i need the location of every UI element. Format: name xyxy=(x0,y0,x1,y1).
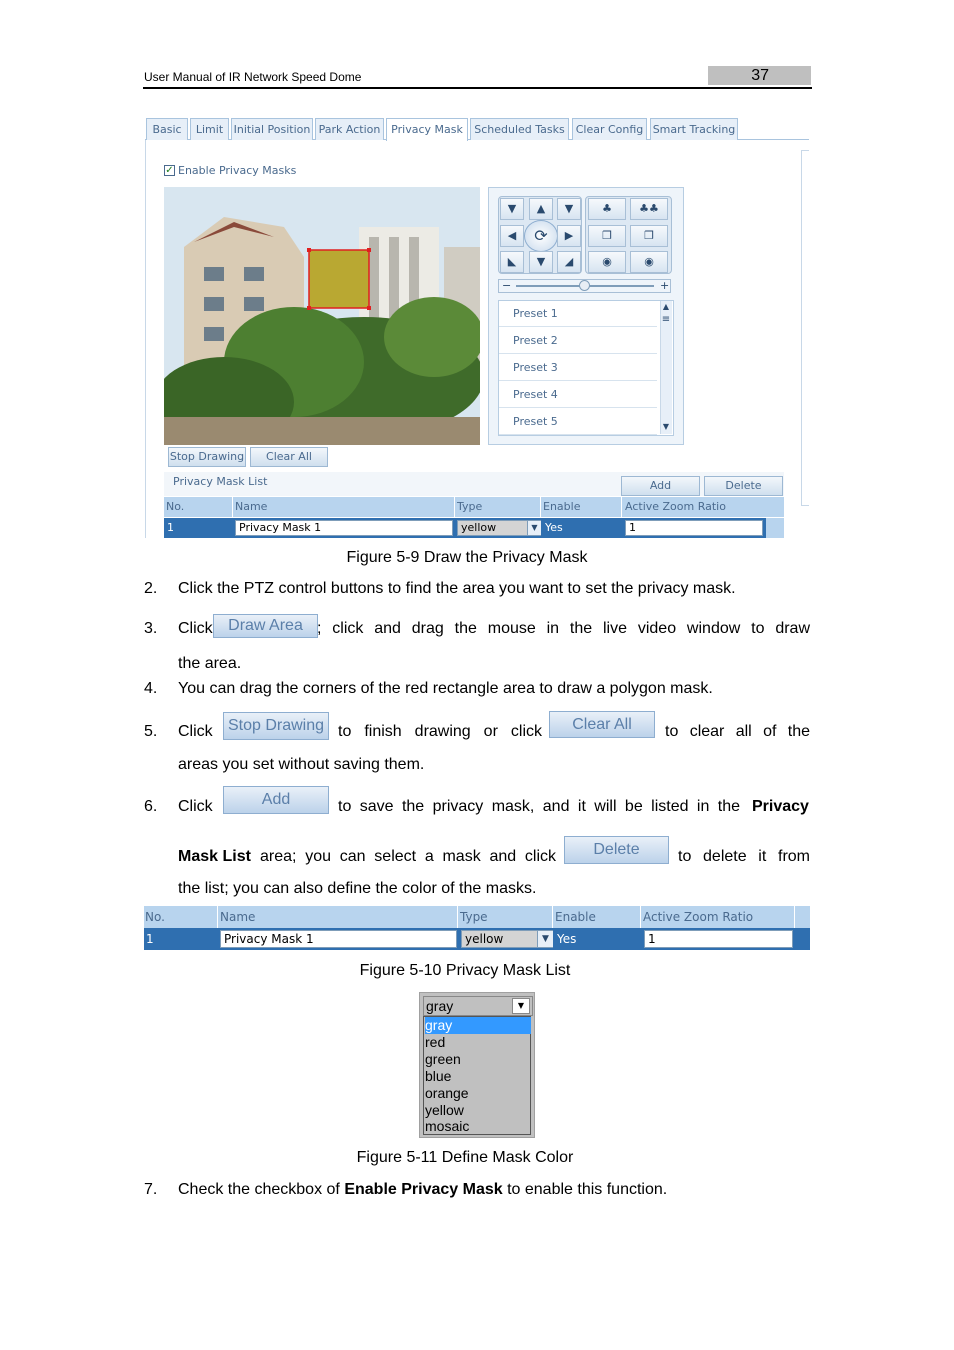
dropdown-selected-value: gray xyxy=(426,998,454,1014)
col-name: Name xyxy=(220,910,256,924)
stop-drawing-button-image: Stop Drawing xyxy=(223,712,329,740)
col-type: Type xyxy=(457,500,483,513)
enable-label: Enable Privacy Masks xyxy=(178,164,297,177)
row-scroll-edge xyxy=(795,928,810,950)
pan-down-left-button[interactable]: ◣ xyxy=(500,251,524,273)
dropdown-option-blue[interactable]: blue xyxy=(425,1068,452,1084)
header-rule xyxy=(143,87,812,89)
col-no: No. xyxy=(166,500,185,513)
col-active-zoom-ratio: Active Zoom Ratio xyxy=(625,500,726,513)
chevron-down-icon[interactable]: ▼ xyxy=(527,521,541,535)
scroll-thumb-icon[interactable]: ≡ xyxy=(661,314,671,325)
step-number: 7. xyxy=(144,1181,158,1198)
step-number: 6. xyxy=(144,798,158,815)
zoom-ratio-input[interactable]: 1 xyxy=(625,520,763,536)
row-scroll-edge xyxy=(766,518,784,538)
figure-5-9-caption: Figure 5-9 Draw the Privacy Mask xyxy=(346,549,588,566)
row-enable: Yes xyxy=(557,932,577,946)
pan-right-button[interactable]: ▶ xyxy=(557,225,581,247)
tilt-up-button[interactable]: ▲ xyxy=(529,198,553,220)
step-5-text-end: to clear all of the xyxy=(665,723,810,740)
step-3-text: ; click and drag the mouse in the live video window to draw xyxy=(317,620,810,637)
enable-checkbox[interactable]: ✓ xyxy=(165,165,174,176)
focus-far-icon[interactable]: ❐ xyxy=(630,225,668,247)
mask-name-input[interactable]: Privacy Mask 1 xyxy=(235,520,453,536)
dropdown-option-orange[interactable]: orange xyxy=(425,1085,469,1101)
mask-type-select[interactable]: yellow xyxy=(457,520,541,536)
step-number: 4. xyxy=(144,680,158,697)
preset-item[interactable]: Preset 1 xyxy=(499,301,657,327)
page-number: 37 xyxy=(708,66,811,85)
step-3-text-cont: the area. xyxy=(178,655,242,672)
video-scene xyxy=(164,187,480,445)
mask-name-input[interactable]: Privacy Mask 1 xyxy=(220,930,457,948)
step-number: 2. xyxy=(144,580,158,597)
step-7-text: Check the checkbox of Enable Privacy Mask to enable this function. xyxy=(178,1181,668,1198)
tab-privacy-mask[interactable]: Privacy Mask xyxy=(386,118,468,141)
document-header-title: User Manual of IR Network Speed Dome xyxy=(144,70,362,84)
clear-all-button[interactable]: Clear All xyxy=(250,447,328,467)
slider-plus-icon[interactable]: + xyxy=(660,279,670,292)
figure-5-10-caption: Figure 5-10 Privacy Mask List xyxy=(359,962,571,979)
pan-left-button[interactable]: ◀ xyxy=(500,225,524,247)
step-7-bold: Enable Privacy Mask xyxy=(344,1181,503,1198)
preset-item[interactable]: Preset 4 xyxy=(499,382,657,408)
dropdown-option-red[interactable]: red xyxy=(425,1034,446,1050)
step-3-click: Click xyxy=(178,620,213,637)
col-enable: Enable xyxy=(555,910,596,924)
chevron-down-icon[interactable]: ▼ xyxy=(537,931,553,947)
scroll-up-icon[interactable]: ▲ xyxy=(662,302,670,311)
slider-minus-icon[interactable]: − xyxy=(502,279,512,292)
step-4-text: You can drag the corners of the red rectangle area to draw a polygon mask. xyxy=(178,680,713,697)
col-no: No. xyxy=(145,910,165,924)
delete-button[interactable]: Delete xyxy=(704,476,783,496)
privacy-mask-list-title: Privacy Mask List xyxy=(173,475,268,488)
panel-scroll-edge xyxy=(801,150,809,506)
tab-park-action[interactable]: Park Action xyxy=(315,118,384,140)
stop-drawing-button[interactable]: Stop Drawing xyxy=(168,447,246,467)
row-no: 1 xyxy=(167,521,174,534)
dropdown-option-gray[interactable]: gray xyxy=(425,1017,531,1034)
col-name: Name xyxy=(235,500,268,513)
tab-smart-tracking[interactable]: Smart Tracking xyxy=(650,118,738,140)
step-5-text-cont: areas you set without saving them. xyxy=(178,756,425,773)
dropdown-option-mosaic[interactable]: mosaic xyxy=(425,1118,470,1134)
mask-type-select[interactable]: yellow xyxy=(461,930,553,948)
dropdown-option-yellow[interactable]: yellow xyxy=(425,1102,464,1118)
step-6-text: to save the privacy mask, and it will be listed in the xyxy=(338,798,740,815)
row-enable: Yes xyxy=(545,521,563,534)
tab-limit[interactable]: Limit xyxy=(190,118,229,140)
delete-button-image: Delete xyxy=(564,836,669,864)
add-button[interactable]: Add xyxy=(621,476,700,496)
clear-all-button-image: Clear All xyxy=(549,711,655,738)
col-enable: Enable xyxy=(543,500,581,513)
preset-item[interactable]: Preset 2 xyxy=(499,328,657,354)
step-5-text: to finish drawing or click xyxy=(338,723,542,740)
zoom-ratio-input[interactable]: 1 xyxy=(644,930,793,948)
scroll-down-icon[interactable]: ▼ xyxy=(662,422,670,431)
step-6-text-2: area; you can select a mask and click xyxy=(260,848,556,865)
preset-item[interactable]: Preset 5 xyxy=(499,409,657,435)
live-video-window[interactable] xyxy=(164,187,480,445)
zoom-in-icon[interactable]: ♣ xyxy=(588,198,626,220)
pan-up-right-button[interactable]: ▼ xyxy=(557,198,581,220)
step-6-text-4: the list; you can also define the color of the masks. xyxy=(178,880,537,897)
focus-near-icon[interactable]: ❐ xyxy=(588,225,626,247)
step-number: 5. xyxy=(144,723,158,740)
dropdown-option-green[interactable]: green xyxy=(425,1051,461,1067)
tab-initial-position[interactable]: Initial Position xyxy=(231,118,313,140)
slider-thumb[interactable] xyxy=(579,280,590,291)
tab-basic[interactable]: Basic xyxy=(146,118,188,140)
add-button-image: Add xyxy=(223,786,329,814)
iris-close-icon[interactable]: ◉ xyxy=(630,251,668,273)
step-5-click: Click xyxy=(178,723,213,740)
step-6-text-3: to delete it from xyxy=(678,848,810,865)
auto-pan-icon[interactable]: ⟳ xyxy=(524,220,558,252)
iris-open-icon[interactable]: ◉ xyxy=(588,251,626,273)
step-number: 3. xyxy=(144,620,158,637)
step-6-bold-cont: Mask List xyxy=(178,848,251,865)
step-6-bold: Privacy xyxy=(752,798,809,815)
step-2-text: Click the PTZ control buttons to find the area you want to set the privacy mask. xyxy=(178,580,736,597)
step-6-click: Click xyxy=(178,798,213,815)
col-active-zoom-ratio: Active Zoom Ratio xyxy=(643,910,754,924)
pan-up-left-button[interactable]: ▼ xyxy=(500,198,524,220)
tab-scheduled-tasks[interactable]: Scheduled Tasks xyxy=(470,118,569,140)
tab-clear-config[interactable]: Clear Config xyxy=(572,118,647,140)
col-type: Type xyxy=(460,910,488,924)
zoom-out-icon[interactable]: ♣♣ xyxy=(630,198,668,220)
preset-item[interactable]: Preset 3 xyxy=(499,355,657,381)
row-no: 1 xyxy=(146,932,154,946)
figure-5-11-caption: Figure 5-11 Define Mask Color xyxy=(356,1149,574,1166)
pan-down-right-button[interactable]: ◢ xyxy=(557,251,581,273)
tilt-down-button[interactable]: ▼ xyxy=(529,251,553,273)
draw-area-button-image: Draw Area xyxy=(213,614,318,638)
chevron-down-icon[interactable]: ▼ xyxy=(512,998,530,1014)
